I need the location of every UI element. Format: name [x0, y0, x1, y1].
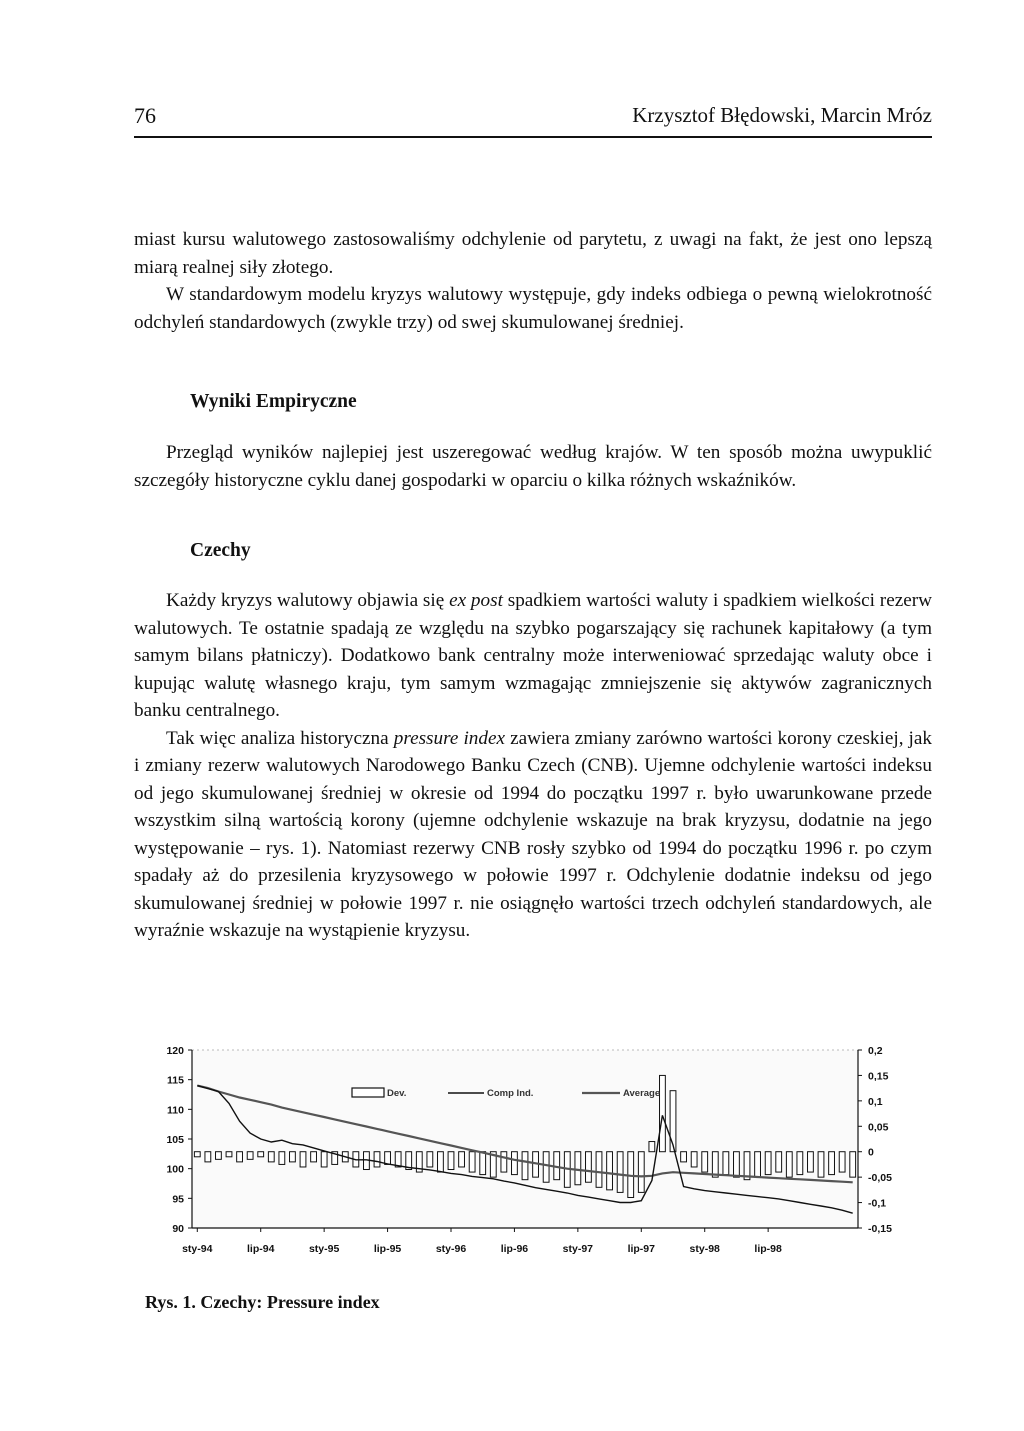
legend-swatch-dev	[352, 1088, 384, 1097]
dev-bar	[480, 1152, 486, 1175]
dev-bar	[226, 1152, 232, 1157]
paragraph-3: Przegląd wyników najlepiej jest uszeregować według krajów. W ten sposób można uwypuklić szczegóły historyczne cyklu danej gospodarki w oparciu o kilka różnych wskaźników.	[134, 442, 932, 491]
dev-bar	[300, 1152, 306, 1167]
dev-bar	[205, 1152, 211, 1162]
dev-bar	[660, 1075, 666, 1151]
left-tick-label: 120	[166, 1045, 184, 1057]
dev-bar	[818, 1152, 824, 1177]
dev-bar	[808, 1152, 814, 1172]
right-tick-label: 0,15	[868, 1070, 889, 1083]
x-tick-label: lip-96	[500, 1243, 529, 1255]
dev-bar	[617, 1152, 623, 1193]
section-heading-results: Wyniki Empiryczne	[190, 391, 357, 412]
page-number: 76	[134, 103, 156, 128]
dev-bar	[786, 1152, 792, 1177]
dev-bar	[279, 1152, 285, 1165]
body-text-block	[134, 226, 932, 336]
dev-bar	[596, 1152, 602, 1188]
dev-bar	[448, 1152, 454, 1170]
legend-label-dev: Dev.	[387, 1088, 407, 1099]
right-tick-label: 0,05	[868, 1121, 889, 1134]
left-tick-label: 95	[172, 1193, 184, 1206]
dev-bar	[607, 1152, 613, 1190]
dev-bar	[268, 1152, 274, 1162]
paragraph-2: W standardowym modelu kryzys walutowy występuje, gdy indeks odbiega o pewną wielokrotność odchyleń standardowych (zwykle trzy) od swej skumulowanej średniej.	[134, 284, 932, 333]
header-rule	[134, 136, 932, 138]
dev-bar	[723, 1152, 729, 1175]
dev-bar	[374, 1152, 380, 1167]
caption-title: Czechy: Pressure index	[200, 1292, 380, 1312]
body-text-block-2	[134, 439, 932, 494]
legend-label-comp-ind: Comp Ind.	[487, 1088, 534, 1099]
dev-bar	[459, 1152, 465, 1167]
x-tick-label: lip-97	[627, 1243, 656, 1255]
paragraph-5-rest: zawiera zmiany zarówno wartości korony czeskiej, jak i zmiany rezerw walutowych Narodowego Banku Czech (CNB). Ujemne odchylenie wartości indeksu od jego skumulowanej średniej w okresie od 1994 do początku 1997 r. było uwarunkowane przede wszystkim silną wartością korony (ujemne odchylenie wskazuje na brak kryzysu, dodatnie na jego występowanie – rys. 1). Natomiast rezerwy CNB rosły szybko od 1994 do początku 1996 r. po czym spadały aż do przesilenia kryzysowego w połowie 1997 r. Odchylenie dodatnie indeksu od jego skumulowanej średniej w połowie 1997 r. nie osiągnęło wartości trzech odchyleń standardowych, ale wyraźnie wskazuje na wystąpienie kryzysu.	[134, 727, 932, 941]
dev-bar	[734, 1152, 740, 1177]
dev-bar	[649, 1142, 655, 1152]
dev-bar	[247, 1152, 253, 1160]
plot-area	[192, 1050, 858, 1228]
right-tick-label: -0,05	[868, 1172, 892, 1185]
dev-bar	[755, 1152, 761, 1177]
paragraph-5-lead: Tak więc analiza historyczna	[166, 727, 389, 749]
dev-bar	[839, 1152, 845, 1172]
paragraph-4	[134, 587, 932, 725]
legend-label-average: Average	[623, 1088, 661, 1099]
right-tick-label: 0	[868, 1146, 874, 1159]
section-heading-czechy: Czechy	[190, 540, 251, 561]
paragraph-4-rest: spadkiem wartości waluty i spadkiem wielkości rezerw walutowych. Te ostatnie spadają ze względu na szybko pogarszający się rachunek kapitałowy (a tym samym bilans płatniczy). Dodatkowo bank centralny może interweniować sprzedając waluty obce i kupując walutę własnego kraju, tym samym wzmagając zmniejszenie się aktywów zagranicznych banku centralnego.	[134, 590, 932, 721]
left-tick-label: 100	[166, 1163, 184, 1176]
body-text-block-3	[134, 587, 932, 945]
dev-bar	[258, 1152, 264, 1157]
x-tick-label: lip-98	[754, 1243, 782, 1255]
dev-bar	[829, 1152, 835, 1175]
dev-bar	[575, 1152, 581, 1185]
x-tick-label: sty-96	[435, 1243, 467, 1255]
paragraph-5-italic: pressure index	[393, 727, 505, 749]
dev-bar	[586, 1152, 592, 1183]
left-tick-label: 105	[166, 1134, 184, 1146]
caption-label: Rys. 1.	[145, 1292, 196, 1312]
dev-bar	[543, 1152, 549, 1183]
page-header	[134, 103, 932, 137]
right-tick-label: 0,1	[868, 1095, 883, 1108]
dev-bar	[469, 1152, 475, 1172]
chart-svg	[140, 1032, 920, 1272]
dev-bar	[290, 1152, 296, 1162]
dev-bar	[216, 1152, 222, 1160]
dev-bar	[691, 1152, 697, 1167]
dev-bar	[797, 1152, 803, 1175]
x-tick-label: lip-94	[246, 1243, 275, 1255]
x-tick-label: sty-97	[562, 1243, 594, 1255]
dev-bar	[501, 1152, 507, 1172]
dev-bar	[321, 1152, 327, 1167]
dev-bar	[681, 1152, 687, 1162]
right-tick-label: 0,2	[868, 1045, 883, 1057]
dev-bar	[311, 1152, 317, 1162]
dev-bar	[638, 1152, 644, 1193]
figure-caption	[145, 1292, 380, 1313]
left-tick-label: 90	[172, 1223, 184, 1235]
dev-bar	[670, 1091, 676, 1152]
paragraph-4-lead: Każdy kryzys walutowy objawia się	[166, 590, 445, 611]
left-tick-label: 110	[167, 1104, 184, 1117]
paragraph-1: miast kursu walutowego zastosowaliśmy odchylenie od parytetu, z uwagi na fakt, że jest ono lepszą miarą realnej siły złotego.	[134, 229, 932, 278]
paragraph-4-italic: ex post	[449, 590, 503, 611]
dev-bar	[438, 1152, 444, 1172]
paragraph-5	[134, 725, 932, 945]
right-tick-label: -0,1	[868, 1197, 887, 1210]
dev-bar	[512, 1152, 518, 1175]
x-tick-label: lip-95	[373, 1243, 402, 1255]
x-tick-label: sty-94	[182, 1243, 213, 1255]
dev-bar	[776, 1152, 782, 1172]
running-head-authors: Krzysztof Błędowski, Marcin Mróz	[632, 103, 932, 127]
dev-bar	[385, 1152, 391, 1165]
pressure-index-chart	[140, 1032, 920, 1272]
dev-bar	[522, 1152, 528, 1180]
x-tick-label: sty-98	[689, 1243, 720, 1255]
dev-bar	[765, 1152, 771, 1175]
left-tick-label: 115	[167, 1074, 184, 1087]
dev-bar	[712, 1152, 718, 1177]
dev-bar	[850, 1152, 856, 1177]
dev-bar	[194, 1152, 200, 1157]
x-tick-label: sty-95	[308, 1243, 340, 1255]
dev-bar	[427, 1152, 433, 1167]
dev-bar	[702, 1152, 708, 1172]
right-tick-label: -0,15	[868, 1223, 892, 1235]
dev-bar	[237, 1152, 243, 1162]
